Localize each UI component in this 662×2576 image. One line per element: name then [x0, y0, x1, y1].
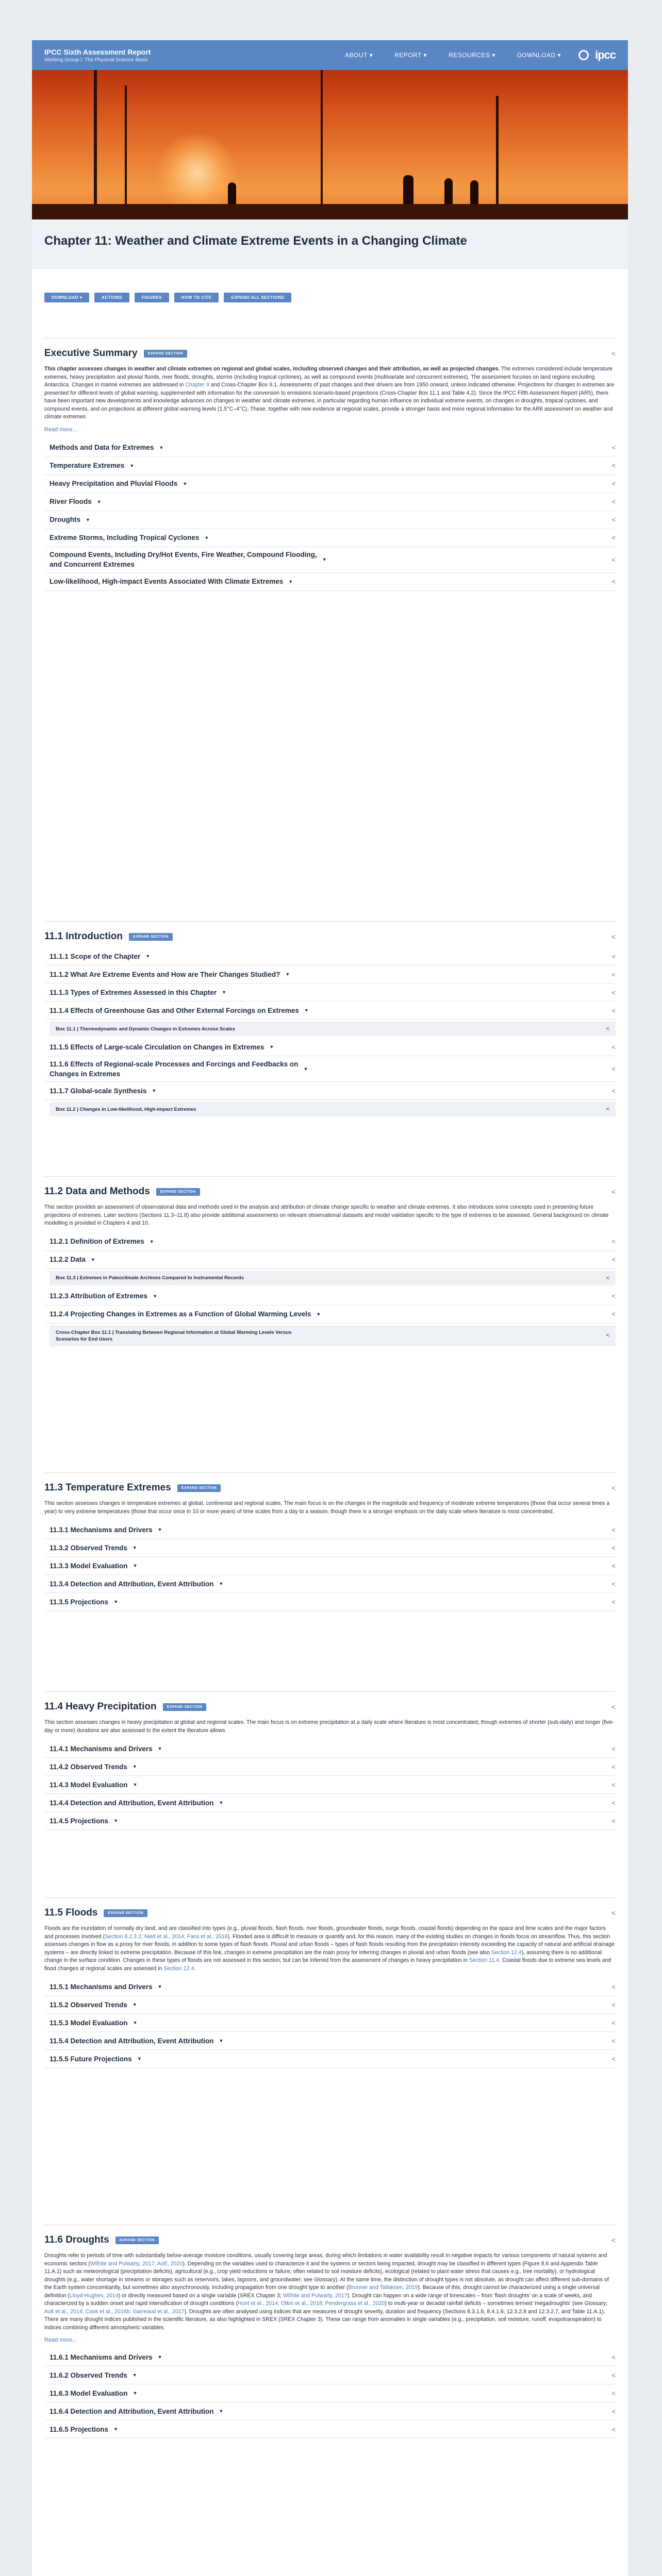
share-icon[interactable]: <: [606, 1275, 609, 1281]
share-icon[interactable]: <: [611, 1065, 616, 1073]
subsection-item[interactable]: [44, 1233, 616, 1251]
box-item[interactable]: [49, 1102, 616, 1116]
share-icon[interactable]: <: [611, 988, 616, 996]
subsection-item[interactable]: [44, 1593, 616, 1611]
section-executive-summary: [44, 338, 616, 591]
subsection-list: [44, 1521, 616, 1611]
subsection-item[interactable]: [44, 1978, 616, 1996]
chevron-down-icon: ▼: [132, 2002, 137, 2007]
share-icon[interactable]: <: [611, 1598, 616, 1606]
share-icon[interactable]: <: [611, 2353, 616, 2361]
share-icon[interactable]: <: [611, 534, 616, 541]
action-buttons: [32, 269, 628, 308]
divider: [44, 1176, 616, 1177]
divider: [44, 1472, 616, 1473]
chevron-down-icon: ▼: [204, 535, 209, 540]
subsection-label: 11.3.2 Observed Trends: [49, 1544, 127, 1552]
tree-silhouette: [125, 86, 127, 219]
subsection-label: 11.6.5 Projections: [49, 2425, 109, 2433]
nav-resources[interactable]: RESOURCES ▾: [449, 52, 495, 59]
page: [32, 40, 628, 2576]
chevron-down-icon: ▼: [157, 1984, 162, 1989]
chevron-down-icon: ▼: [86, 517, 90, 522]
site-brand[interactable]: [44, 48, 151, 63]
subsection-label: 11.1.5 Effects of Large-scale Circulation on Changes in Extremes: [49, 1043, 264, 1051]
person-silhouette: [470, 180, 478, 204]
box-label: Cross-Chapter Box 11.1 | Translating Between Regional Information at Global Warming Levels Versus Scenarios for End Users: [56, 1329, 292, 1342]
subsection-item[interactable]: [44, 2032, 616, 2050]
share-icon[interactable]: <: [611, 1982, 616, 1991]
subsection-label: 11.5.4 Detection and Attribution, Event Attribution: [49, 2037, 214, 2045]
divider: [44, 921, 616, 922]
chevron-down-icon: ▼: [96, 499, 102, 504]
subsection-item[interactable]: [44, 1521, 616, 1539]
subsection-label: 11.6.2 Observed Trends: [49, 2371, 127, 2379]
subsection-list: [44, 2348, 616, 2438]
how-to-cite-button[interactable]: HOW TO CITE: [174, 293, 219, 302]
share-icon[interactable]: <: [611, 1087, 616, 1095]
nav-report[interactable]: REPORT ▾: [394, 52, 427, 59]
chevron-down-icon: ▼: [157, 1746, 162, 1751]
chevron-down-icon: ▼: [133, 2020, 138, 2025]
exec-item[interactable]: Extreme Storms, Including Tropical Cyclones ▼ <: [44, 529, 616, 547]
section-11-2: [44, 1176, 616, 1348]
subsection-label: 11.2.2 Data: [49, 1256, 86, 1263]
chevron-down-icon: ▼: [157, 1527, 162, 1532]
chevron-down-icon: ▼: [285, 972, 290, 977]
chevron-down-icon: ▼: [133, 1563, 138, 1568]
section-title: 11.5 Floods: [44, 1907, 98, 1918]
citation-link[interactable]: Ault et al., 2014; Cook et al., 2016b; Garreaud et al., 2017: [44, 2308, 185, 2315]
exec-item[interactable]: Heavy Precipitation and Pluvial Floods ▼ <: [44, 475, 616, 493]
subsection-item[interactable]: [44, 1812, 616, 1830]
chapter-link[interactable]: Chapter 9: [185, 382, 209, 388]
section-header: [44, 1701, 616, 1713]
share-icon[interactable]: <: [611, 1762, 616, 1771]
chevron-down-icon: ▼: [322, 557, 327, 562]
actions-button[interactable]: ACTIONS: [94, 293, 129, 302]
subsection-item[interactable]: [44, 1306, 616, 1324]
exec-item[interactable]: Droughts ▼ <: [44, 511, 616, 529]
subsection-item[interactable]: [44, 2420, 616, 2438]
exec-item[interactable]: Compound Events, Including Dry/Hot Events, Fire Weather, Compound Flooding, and Concurrent Extremes ▼ <: [44, 547, 616, 573]
subsection-label: 11.6.4 Detection and Attribution, Event Attribution: [49, 2407, 214, 2415]
section-text: This section provides an assessment of observational data and methods used in the analysis and attribution of climate change specific to weather and climate extremes. It also introduces some concepts used in presenting future projections of extremes. Later sections (Sections 11.3–11.8) also provide additional assessments on relevant observational datasets and model validation specific to the type of extremes to be assessed. General background on climate modelling is provided in Chapters 4 and 10.: [44, 1204, 609, 1226]
nav-about[interactable]: ABOUT ▾: [345, 52, 373, 59]
expand-section-button[interactable]: EXPAND SECTION: [163, 1703, 207, 1711]
share-icon[interactable]: <: [611, 1544, 616, 1552]
sun-glow: [156, 132, 238, 214]
person-silhouette: [228, 182, 236, 204]
chevron-down-icon: ▼: [132, 2372, 137, 2378]
chevron-down-icon: ▼: [90, 1257, 95, 1262]
section-title: 11.3 Temperature Extremes: [44, 1482, 171, 1493]
share-icon[interactable]: <: [606, 1106, 609, 1112]
ipcc-logo[interactable]: ipcc: [594, 48, 616, 61]
share-icon[interactable]: <: [611, 2389, 616, 2397]
subsection-item[interactable]: [44, 1740, 616, 1758]
main-nav: [345, 52, 561, 59]
share-icon[interactable]: <: [611, 349, 616, 358]
section-title: 11.1 Introduction: [44, 931, 123, 942]
exec-item[interactable]: River Floods ▼ <: [44, 493, 616, 511]
site-subtitle: Working Group I: The Physical Science Basis: [44, 57, 148, 63]
chevron-down-icon: ▼: [133, 1782, 138, 1787]
share-icon[interactable]: <: [611, 2001, 616, 2009]
share-icon[interactable]: <: [611, 1909, 616, 1917]
share-icon[interactable]: <: [611, 498, 616, 505]
section-header: [44, 1186, 616, 1197]
section-link[interactable]: Section 12.4: [491, 1949, 522, 1956]
citation-link[interactable]: Section 8.2.3.2; Nied et al., 2014; Fans et al., 2016: [105, 1933, 228, 1940]
nav-download[interactable]: DOWNLOAD ▾: [517, 52, 561, 59]
section-11-1: [44, 921, 616, 1118]
box-item[interactable]: [49, 1022, 616, 1036]
citation-link[interactable]: Lloyd-Hughes, 2014: [69, 2292, 119, 2299]
share-icon[interactable]: <: [611, 952, 616, 960]
expand-section-button[interactable]: EXPAND SECTION: [177, 1484, 221, 1492]
chevron-down-icon: ▼: [157, 2354, 162, 2360]
subsection-label: 11.4.4 Detection and Attribution, Event Attribution: [49, 1799, 214, 1807]
chevron-down-icon: ▼: [304, 1008, 309, 1013]
section-header: [44, 931, 616, 942]
share-icon[interactable]: <: [611, 1744, 616, 1753]
person-silhouette: [403, 175, 413, 204]
chevron-down-icon: ▼: [219, 2038, 224, 2043]
chevron-down-icon: ▼: [137, 2056, 142, 2061]
share-icon[interactable]: <: [611, 1781, 616, 1789]
subsection-item[interactable]: [44, 1996, 616, 2014]
subsection-label: 11.4.1 Mechanisms and Drivers: [49, 1744, 153, 1753]
subsection-item[interactable]: [44, 2384, 616, 2402]
section-text: Floods are the inundation of normally dry land, and are classified into types (e.g., pluvial floods, flash floods, river floods, groundwater floods, surge floods, coastal floods) depending on the space and time scales and the major factors and processes involved (Section 8.2.3.2; Nied et al., 2014; Fans et al., 2016). Flooded area is difficult to measure or quantify and, for this reason, many of the existing studies on changes in floods focus on streamflow. Thus, this section assesses changes in flow as a proxy for river floods, in addition to some types of flash floods. Pluvial and urban floods – types of flash floods resulting from the precipitation intensity exceeding the capacity of natural and artificial drainage systems – are directly linked to extreme precipitation. Because of this link, changes in extreme precipitation are the main proxy for inferring changes in pluvial and urban floods (see also Section 12.4), assuming there is no additional change in the surface condition. Changes in these types of floods are not assessed in this section, but can be inferred from the assessment of changes in heavy precipitation in Section 11.4. Coastal floods due to extreme sea levels and flood changes at regional scales are assessed in Section 12.4.: [44, 1925, 615, 1972]
chevron-down-icon: ▼: [152, 1088, 157, 1093]
citation-link[interactable]: Wilhite and Pulwarty, 2017: [283, 2292, 347, 2299]
share-icon[interactable]: <: [606, 1026, 609, 1032]
subsection-label: 11.1.6 Effects of Regional-scale Processes and Forcings and Feedbacks on Changes in Extremes: [49, 1060, 299, 1078]
ring-icon: [578, 50, 589, 60]
share-icon[interactable]: <: [611, 2407, 616, 2415]
box-item[interactable]: [49, 1326, 616, 1346]
share-icon[interactable]: <: [611, 2055, 616, 2063]
expand-section-button[interactable]: EXPAND SECTION: [104, 1909, 147, 1917]
share-icon[interactable]: <: [611, 2425, 616, 2433]
section-text: Droughts refer to periods of time with substantially below-average moisture conditions, usually covering large areas, during which limitations in water availability result in negative impacts for various components of natural systems and economic sectors (Wilhite and Pulwarty, 2017; AoE, 2020). Depending on the variables used to characterize it and the systems or sectors being impacted, drought may be classified in different types (Figure 8.6 and Appendix Table 11.A.1) such as meteorological (precipitation deficits), agricultural (e.g., crop yield reductions or failure, often related to soil moisture deficits), ecological (related to plant water stress that causes e.g., tree mortality), or hydrological droughts (e.g., water shortage in streams or storages such as reservoirs, lakes, lagoons, and groundwater; see Glossary). At the same time, the distinction of drought types is not absolute, as drought can affect different sub-domains of the Earth system concomitantly, but sometimes also asynchronously, including propagation from one drought type to another (Brunner and Tallaksen, 2019). Because of this, drought cannot be characterized using a single universal definition (Lloyd-Hughes, 2014) or directly measured based on a single variable (SREX Chapter 3; Wilhite and Pulwarty, 2017). Drought can happen on a wide range of timescales – from 'flash droughts' on a scale of weeks, and characterized by a sudden onset and rapid intensification of drought conditions (Hunt et al., 2014; Otkin et al., 2018; Pendergrass et al., 2020) to multi-year or decadal rainfall deficits – sometimes termed 'megadroughts' (see Glossary; Ault et al., 2014; Cook et al., 2016b; Garreaud et al., 2017). Droughts are often analysed using indices that are measures of drought severity, duration and frequency (Sections 8.3.1.6, 8.4.1.6, 12.3.2.8 and 12.3.2.7, and Table 11.A.1). There are many drought indices published in the scientific literature, as also highlighted in SREX (SREX Chapter 3). These can range from anomalies in single variables (e.g., precipitation, soil moisture, runoff, evapotranspiration) to indices combining different atmospheric variables.: [44, 2252, 609, 2331]
subsection-label: 11.6.1 Mechanisms and Drivers: [49, 2353, 153, 2361]
share-icon[interactable]: <: [611, 1562, 616, 1570]
subsection-item[interactable]: [44, 1251, 616, 1269]
share-icon[interactable]: <: [611, 480, 616, 487]
share-icon[interactable]: <: [611, 555, 616, 564]
citation-link[interactable]: Hunt et al., 2014; Otkin et al., 2018; Pendergrass et al., 2020: [238, 2300, 385, 2307]
subsection-label: 11.3.3 Model Evaluation: [49, 1562, 128, 1570]
chevron-down-icon: ▼: [129, 463, 135, 468]
chevron-down-icon: ▼: [303, 1066, 308, 1072]
hero-image: [32, 70, 628, 219]
share-icon[interactable]: <: [611, 1188, 616, 1196]
tree-silhouette: [94, 70, 97, 219]
subsection-item[interactable]: [44, 1557, 616, 1575]
tree-silhouette: [321, 70, 323, 219]
subsection-item[interactable]: [44, 2366, 616, 2384]
share-icon[interactable]: <: [611, 2019, 616, 2027]
section-11-6: [44, 2225, 616, 2438]
chevron-down-icon: ▼: [113, 1599, 118, 1604]
share-icon[interactable]: <: [611, 2037, 616, 2045]
subsection-item[interactable]: [44, 2402, 616, 2420]
subsection-item[interactable]: [44, 2050, 616, 2068]
subsection-label: 11.1.4 Effects of Greenhouse Gas and Other External Forcings on Extremes: [49, 1006, 299, 1014]
subsection-label: 11.2.4 Projecting Changes in Extremes as a Function of Global Warming Levels: [49, 1310, 311, 1318]
subsection-item[interactable]: [44, 2014, 616, 2032]
share-icon[interactable]: <: [611, 578, 616, 585]
section-header: [44, 1907, 616, 1919]
subsection-label: 11.1.3 Types of Extremes Assessed in this Chapter: [49, 988, 217, 996]
section-title: 11.6 Droughts: [44, 2234, 109, 2245]
subsection-label: 11.1.1 Scope of the Chapter: [49, 952, 141, 960]
chevron-down-icon: ▼: [132, 1545, 137, 1550]
expand-section-button[interactable]: EXPAND SECTION: [144, 350, 188, 358]
subsection-list: [44, 1740, 616, 1830]
person-silhouette: [444, 178, 453, 204]
subsection-label: 11.3.1 Mechanisms and Drivers: [49, 1526, 153, 1534]
share-icon[interactable]: <: [611, 1799, 616, 1807]
subsection-label: 11.4.3 Model Evaluation: [49, 1781, 128, 1789]
section-text: This section assesses changes in heavy precipitation at global and regional scales. The main focus is on extreme precipitation at a daily scale where literature is most concentrated, though extremes of shorter (sub-daily) and longer (five-day or more) durations are also assessed to the extent the literature allows.: [44, 1719, 615, 1734]
subsection-item[interactable]: [44, 1038, 616, 1056]
chevron-down-icon: ▼: [113, 2427, 118, 2432]
subsection-item[interactable]: [44, 1287, 616, 1306]
section-text: This chapter assesses changes in weather and climate extremes on regional and global scales, including observed changes and their attribution, as well as projected changes. The extremes considered include temperature extremes, heavy precipitation and pluvial floods, river floods, droughts, storms (including tropical cyclones), as well as compound events (multivariate and concurrent extremes). The assessment focuses on land regions excluding Antarctica. Changes in marine extremes are addressed in Chapter 9 and Cross-Chapter Box 9.1. Assessments of past changes and their drivers are from 1950 onward, unless indicated otherwise. Projections for changes in extremes are presented for different levels of global warming, supplemented with information for the conversion to emissions scenario-based projections (Cross-Chapter Box 11.1 and Table 4.2). Since the IPCC Fifth Assessment Report (AR5), there have been important new developments and knowledge advances on changes in weather and climate extremes, in particular regarding human influence on individual extreme events, on changes in droughts, tropical cyclones, and compound events, and on projections at different global warming levels (1.5°C–4°C). These, together with new evidence at regional scales, provide a stronger basis and more regional information for the AR6 assessment on weather and climate extremes.: [44, 366, 615, 420]
box-label: Box 11.3 | Extremes in Paleoclimate Archives Compared to Instrumental Records: [56, 1275, 244, 1281]
box-label: Box 11.2 | Changes in Low-likelihood, High-impact Extremes: [56, 1106, 196, 1112]
subsection-label: 11.5.3 Model Evaluation: [49, 2019, 128, 2027]
chevron-down-icon: ▼: [113, 1818, 118, 1823]
box-label: Box 11.1 | Thermodynamic and Dynamic Changes in Extremes Across Scales: [56, 1026, 236, 1032]
share-icon[interactable]: <: [611, 462, 616, 469]
section-title: 11.2 Data and Methods: [44, 1186, 150, 1197]
chevron-down-icon: ▼: [222, 990, 227, 995]
subsection-item[interactable]: [44, 1758, 616, 1776]
subsection-item[interactable]: [44, 1575, 616, 1593]
subsection-label: 11.1.7 Global-scale Synthesis: [49, 1087, 147, 1095]
subsection-item[interactable]: [44, 984, 616, 1002]
expand-section-button[interactable]: EXPAND SECTION: [129, 933, 173, 941]
divider: [44, 1691, 616, 1692]
section-11-5: [44, 1897, 616, 2068]
subsection-label: 11.5.2 Observed Trends: [49, 2001, 127, 2009]
chevron-down-icon: ▼: [219, 2409, 224, 2414]
share-icon[interactable]: <: [611, 1526, 616, 1534]
subsection-label: 11.5.1 Mechanisms and Drivers: [49, 1982, 153, 1991]
chevron-down-icon: ▼: [145, 954, 151, 959]
subsection-item[interactable]: [44, 2348, 616, 2366]
subsection-list: [44, 1233, 616, 1346]
read-more-link[interactable]: Read more...: [44, 426, 77, 433]
share-icon[interactable]: <: [611, 516, 616, 523]
share-icon[interactable]: <: [611, 970, 616, 978]
chevron-down-icon: ▼: [219, 1800, 224, 1805]
section-link[interactable]: Section 12.4: [163, 1965, 194, 1972]
exec-list: [44, 439, 616, 591]
subsection-item[interactable]: [44, 947, 616, 965]
share-icon[interactable]: <: [611, 1580, 616, 1588]
section-header: [44, 2234, 616, 2246]
share-icon[interactable]: <: [611, 444, 616, 451]
share-icon[interactable]: <: [611, 1256, 616, 1263]
section-link[interactable]: Section 11.4: [469, 1957, 499, 1963]
citation-link[interactable]: Wilhite and Pulwarty, 2017; AoE, 2020: [90, 2260, 183, 2267]
chapter-title-bar: [32, 219, 628, 269]
section-title: Executive Summary: [44, 348, 138, 359]
chevron-down-icon: ▼: [219, 1581, 224, 1586]
share-icon[interactable]: <: [611, 1043, 616, 1051]
subsection-label: 11.6.3 Model Evaluation: [49, 2389, 128, 2397]
share-icon[interactable]: <: [611, 2371, 616, 2379]
subsection-label: 11.5.5 Future Projections: [49, 2055, 132, 2063]
tree-silhouette: [496, 96, 499, 219]
exec-item[interactable]: Temperature Extremes ▼ <: [44, 457, 616, 475]
subsection-label: 11.2.3 Attribution of Extremes: [49, 1292, 148, 1300]
subsection-label: 11.4.2 Observed Trends: [49, 1762, 127, 1771]
subsection-list: [44, 947, 616, 1116]
exec-item[interactable]: Methods and Data for Extremes ▼ <: [44, 439, 616, 457]
section-header: [44, 348, 616, 359]
site-header: [32, 40, 628, 70]
download-button[interactable]: DOWNLOAD ▾: [44, 293, 89, 302]
subsection-item[interactable]: [44, 1082, 616, 1100]
section-11-4: [44, 1691, 616, 1830]
chevron-down-icon: ▼: [288, 579, 293, 584]
chevron-down-icon: ▼: [133, 2391, 138, 2396]
expand-all-button[interactable]: EXPAND ALL SECTIONS: [224, 293, 291, 302]
box-item[interactable]: [49, 1271, 616, 1285]
subsection-item[interactable]: [44, 1056, 616, 1082]
expand-section-button[interactable]: EXPAND SECTION: [115, 2236, 159, 2244]
share-icon[interactable]: <: [606, 1332, 609, 1338]
chevron-down-icon: ▼: [149, 1239, 154, 1244]
chapter-title: Chapter 11: Weather and Climate Extreme Events in a Changing Climate: [44, 234, 467, 248]
subsection-item[interactable]: [44, 1776, 616, 1794]
subsection-item[interactable]: [44, 1794, 616, 1812]
chevron-down-icon: ▼: [269, 1044, 274, 1049]
site-title: IPCC Sixth Assessment Report: [44, 47, 151, 56]
section-header: [44, 1482, 616, 1494]
chevron-down-icon: ▼: [183, 481, 188, 486]
section-11-3: [44, 1472, 616, 1611]
subsection-label: 11.4.5 Projections: [49, 1817, 109, 1825]
share-icon[interactable]: <: [611, 1310, 616, 1318]
share-icon[interactable]: <: [611, 1817, 616, 1825]
share-icon[interactable]: <: [611, 1484, 616, 1492]
subsection-item[interactable]: [44, 1002, 616, 1020]
chevron-down-icon: ▼: [153, 1293, 157, 1299]
share-icon[interactable]: <: [611, 1238, 616, 1245]
share-icon[interactable]: <: [611, 933, 616, 941]
chevron-down-icon: ▼: [159, 445, 164, 450]
share-icon[interactable]: <: [611, 1292, 616, 1300]
citation-link[interactable]: Brunner and Tallaksen, 2019: [348, 2284, 418, 2291]
section-text: This section assesses changes in temperature extremes at global, continental and regional scales. The main focus is on the changes in the magnitude and frequency of moderate extreme temperatures (those that occur several times a year) to very extreme temperatures (those that occur once in 10 or more years) of time scales from a day to a season, though there is a stronger emphasis on the daily scale where literature is most concentrated.: [44, 1500, 610, 1515]
figures-button[interactable]: FIGURES: [135, 293, 169, 302]
subsection-list: [44, 1978, 616, 2068]
exec-item[interactable]: Low-likelihood, High-impact Events Associated With Climate Extremes ▼ <: [44, 573, 616, 591]
divider: [44, 1897, 616, 1898]
subsection-item[interactable]: [44, 965, 616, 984]
read-more-link[interactable]: Read more...: [44, 2337, 77, 2343]
subsection-item[interactable]: [44, 1539, 616, 1557]
subsection-label: 11.3.5 Projections: [49, 1598, 109, 1606]
share-icon[interactable]: <: [611, 2236, 616, 2244]
section-title: 11.4 Heavy Precipitation: [44, 1701, 157, 1712]
expand-section-button[interactable]: EXPAND SECTION: [156, 1188, 200, 1196]
subsection-label: 11.1.2 What Are Extreme Events and How are Their Changes Studied?: [49, 970, 280, 978]
ground-silhouette: [32, 204, 628, 219]
chevron-down-icon: ▼: [316, 1311, 321, 1317]
share-icon[interactable]: <: [611, 1703, 616, 1711]
subsection-label: 11.2.1 Definition of Extremes: [49, 1238, 144, 1245]
share-icon[interactable]: <: [611, 1006, 616, 1014]
subsection-label: 11.3.4 Detection and Attribution, Event Attribution: [49, 1580, 214, 1588]
chevron-down-icon: ▼: [132, 1764, 137, 1769]
